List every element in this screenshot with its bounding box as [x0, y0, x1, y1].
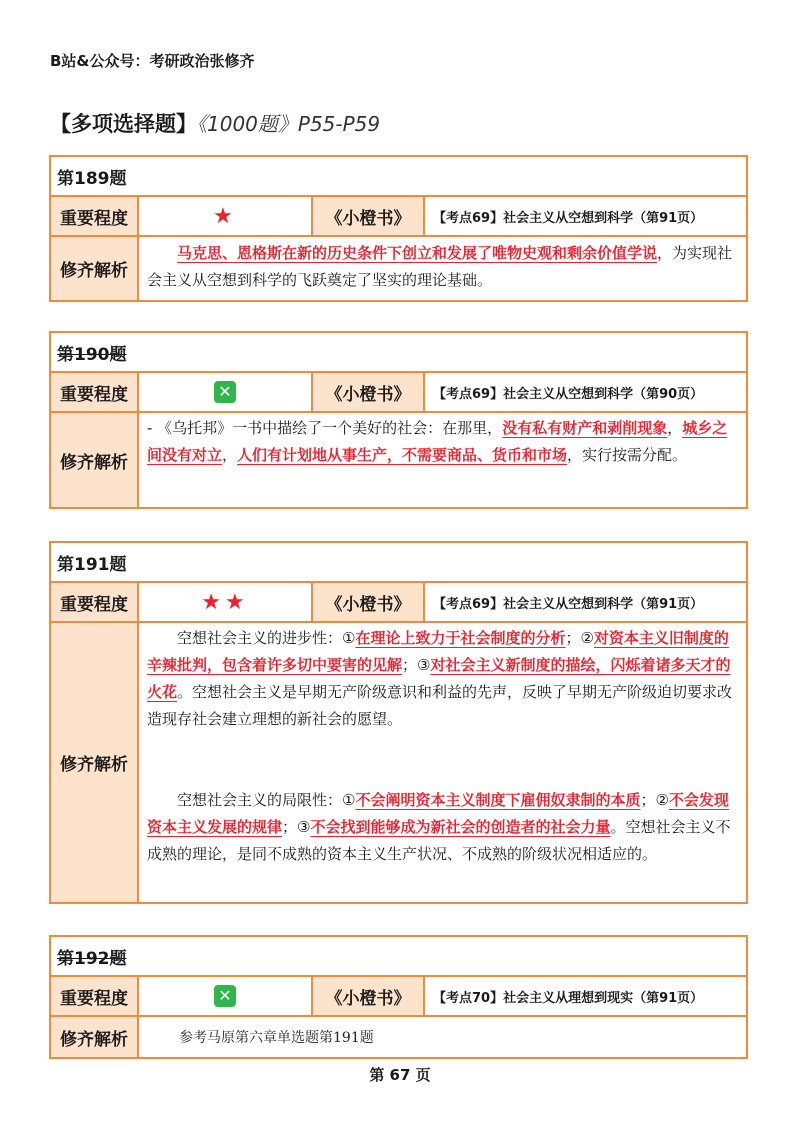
book-label: 《小橙书》 — [313, 373, 425, 411]
analysis-text-segment: - 《乌托邦》一书中描绘了一个美好的社会：在那里， — [147, 419, 503, 437]
analysis-text-segment: ；② — [640, 791, 669, 809]
key-phrase: 人们有计划地从事生产，不需要商品、货币和市场 — [237, 446, 568, 464]
question-card — [49, 331, 748, 509]
key-phrase: 没有私有财产和剥削现象 — [502, 419, 668, 437]
analysis-row — [51, 237, 746, 300]
analysis-text-segment: ；③ — [282, 818, 311, 836]
key-phrase: 对资本主义旧制度的辛辣批判，包含着许多切中要害的见解 — [147, 629, 729, 674]
analysis-row — [51, 413, 746, 507]
key-phrase: 在理论上致力于社会制度的分析 — [355, 629, 566, 647]
cross-icon: ✕ — [214, 381, 236, 403]
book-label: 《小橙书》 — [313, 977, 425, 1015]
analysis-text-segment: ， — [667, 419, 683, 437]
question-card — [49, 155, 748, 302]
book-label: 《小橙书》 — [313, 197, 425, 235]
analysis-label: 修齐解析 — [51, 623, 139, 902]
importance-label: 重要程度 — [51, 373, 139, 411]
section-reference: 《1000题》P55-P59 — [197, 112, 381, 136]
page-header: B站&公众号：考研政治张修齐 — [50, 52, 255, 70]
question-title — [51, 937, 746, 977]
knowledge-point: 【考点69】社会主义从空想到科学（第91页） — [433, 210, 704, 226]
importance-label: 重要程度 — [51, 583, 139, 621]
analysis-text-segment: ，实行按需分配。 — [567, 446, 688, 464]
question-title: 第191题 — [51, 543, 746, 583]
star-rating: ★★ — [139, 583, 313, 621]
star-rating: ★ — [139, 197, 313, 235]
question-title-text: 第192题 — [57, 948, 127, 969]
analysis-label: 修齐解析 — [51, 413, 139, 507]
analysis-text-segment: 空想社会主义的局限性：① — [177, 791, 356, 809]
knowledge-point: 【考点69】社会主义从空想到科学（第91页） — [433, 596, 704, 612]
question-title — [51, 333, 746, 373]
analysis-text-segment: ；② — [565, 629, 594, 647]
question-title-text: 第190题 — [57, 344, 127, 365]
page-number: 第 67 页 — [369, 1066, 431, 1084]
importance-row — [51, 977, 746, 1017]
analysis-text-segment: ；③ — [402, 656, 431, 674]
key-phrase: 不会阐明资本主义制度下雇佣奴隶制的本质 — [355, 791, 641, 809]
knowledge-point: 【考点69】社会主义从空想到科学（第90页） — [433, 386, 704, 402]
question-card — [49, 935, 748, 1059]
limitation-paragraph — [147, 787, 738, 868]
key-phrase: 不会找到能够成为新社会的创造者的社会力量 — [310, 818, 611, 836]
importance-cell — [139, 977, 313, 1015]
section-title — [50, 108, 380, 138]
importance-label: 重要程度 — [51, 197, 139, 235]
reference-note: 参考马原第六章单选题第191题 — [179, 1030, 374, 1046]
progressive-paragraph — [147, 625, 738, 733]
question-title: 第189题 — [51, 157, 746, 197]
analysis-text-segment: ，为实现社会主义从空想到科学的飞跃奠定了坚实的理论基础。 — [147, 244, 733, 289]
analysis-text-segment: ， — [222, 446, 238, 464]
analysis-label: 修齐解析 — [51, 237, 139, 300]
analysis-text-segment: 。空想社会主义不成熟的理论，是同不成熟的资本主义生产状况、不成熟的阶级状况相适应的。 — [147, 818, 731, 863]
key-phrase: 对社会主义新制度的描绘，闪烁着诸多天才的火花 — [147, 656, 731, 701]
cross-icon: ✕ — [214, 985, 236, 1007]
importance-label: 重要程度 — [51, 977, 139, 1015]
analysis-label: 修齐解析 — [51, 1017, 139, 1057]
analysis-text — [139, 413, 746, 507]
knowledge-point: 【考点70】社会主义从理想到现实（第91页） — [433, 990, 704, 1006]
analysis-row — [51, 1017, 746, 1057]
importance-row — [51, 583, 746, 623]
book-label: 《小橙书》 — [313, 583, 425, 621]
key-phrase: 城乡之间没有对立 — [147, 419, 728, 464]
section-label: 【多项选择题】 — [50, 112, 197, 136]
analysis-text-segment: 。空想社会主义是早期无产阶级意识和利益的先声，反映了早期无产阶级迫切要求改造现存社会建立理想的新社会的愿望。 — [147, 683, 733, 728]
importance-cell — [139, 373, 313, 411]
key-phrase: 马克思、恩格斯在新的历史条件下创立和发展了唯物史观和剩余价值学说 — [177, 244, 658, 262]
question-card — [49, 541, 748, 904]
importance-row — [51, 197, 746, 237]
importance-row — [51, 373, 746, 413]
key-phrase: 不会发现资本主义发展的规律 — [147, 791, 729, 836]
analysis-text — [139, 623, 746, 902]
analysis-text-segment: 空想社会主义的进步性：① — [177, 629, 356, 647]
analysis-row — [51, 623, 746, 902]
analysis-text — [139, 237, 746, 300]
